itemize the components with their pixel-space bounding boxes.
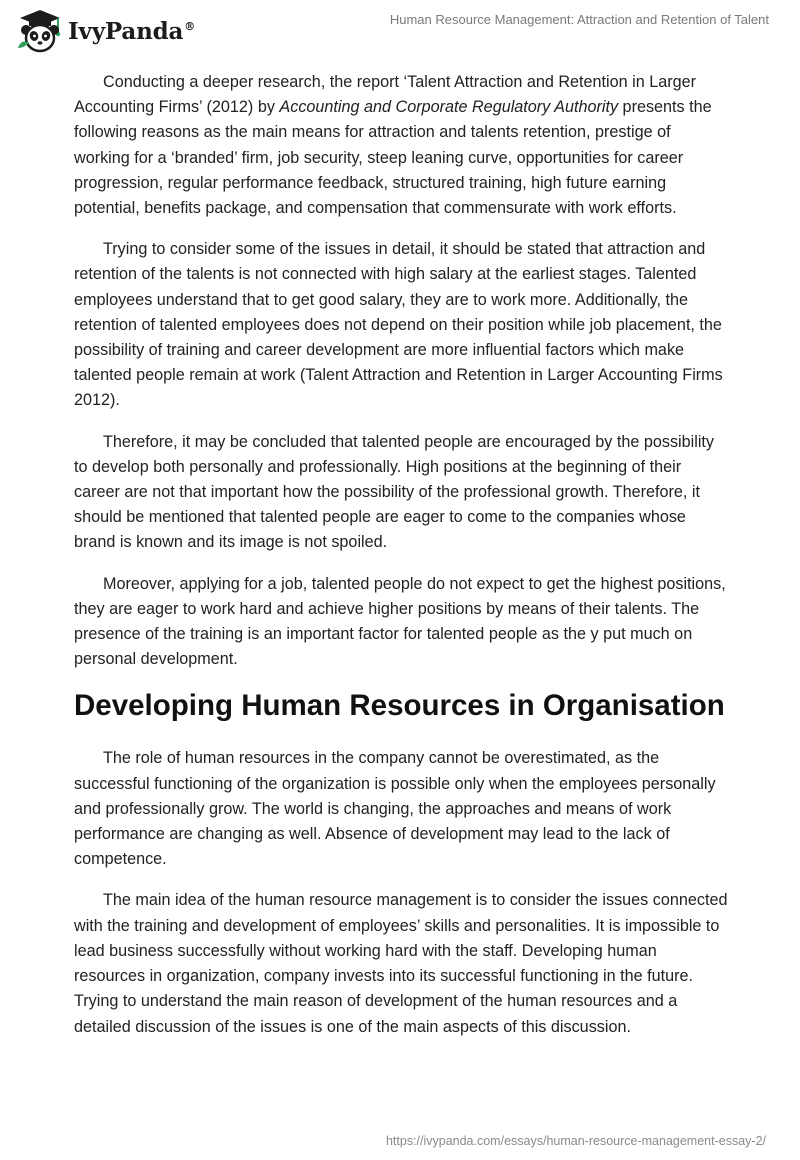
paragraph-6: The main idea of the human resource management is to consider the issues connected with the training and development of employees’ skills and personalities. It is impossible to lead business successfully without working hard with the staff. Developing human resources in organization, company invests into its successful functioning in the future. Trying to understand the main reason of development of the human resources and a detailed discussion of the issues is one of the main aspects of this discussion. [74,891,728,1036]
paragraph-5: The role of human resources in the company cannot be overestimated, as the successful functioning of the organization is possible only when the employees personally and professionally grow. The world is changing, the approaches and means of work performance are changing as well. Absence of development may lead to the lack of competence. [74,749,716,869]
section-heading: Developing Human Resources in Organisation [74,689,725,723]
essay-content [74,70,730,1056]
paragraph-4: Moreover, applying for a job, talented people do not expect to get the highest positions, they are eager to work hard and achieve higher positions by means of their talents. The presence of the training is an important factor for talented people as the y put much on personal development. [74,574,726,669]
document-title: Human Resource Management: Attraction and Retention of Talent [389,12,769,27]
panda-graduation-cap-icon [14,8,64,54]
authority-name: Accounting and Corporate Regulatory Authority [279,98,619,117]
ivypanda-logo[interactable] [14,8,195,54]
page-header [0,0,800,64]
source-url[interactable]: https://ivypanda.com/essays/human-resource-management-essay-2/ [385,1134,766,1148]
registered-mark: ® [184,19,195,33]
paragraph-2: Trying to consider some of the issues in detail, it should be stated that attraction and retention of the talents is not connected with high salary at the earliest stages. Talented employees understand that to get good salary, they are to work more. Additionally, the retention of talented employees does not depend on their position while job placement, the possibility of training and career development are more influential factors which make talented people remain at work (Talent Attraction and Retention in Larger Accounting Firms 2012). [74,240,723,410]
brand-name: IvyPanda® [68,17,195,45]
paragraph-3: Therefore, it may be concluded that talented people are encouraged by the possibility to develop both personally and professionally. High positions at the beginning of their career are not that important how the possibility of the professional growth. Therefore, it should be mentioned that talented people are eager to come to the companies whose brand is known and its image is not spoiled. [74,432,715,552]
paragraph-1: Conducting a deeper research, the report ‘Talent Attraction and Retention in Larger Accounting Firms’ (2012) by Accounting and Corporate Regulatory Authority presents the following reasons as the main means for attraction and talents retention, prestige of working for a ‘branded’ firm, job security, steep leaning curve, opportunities for career progression, regular performance feedback, structured training, high future earning potential, benefits package, and compensation that commensurate with work efforts. [74,73,712,218]
